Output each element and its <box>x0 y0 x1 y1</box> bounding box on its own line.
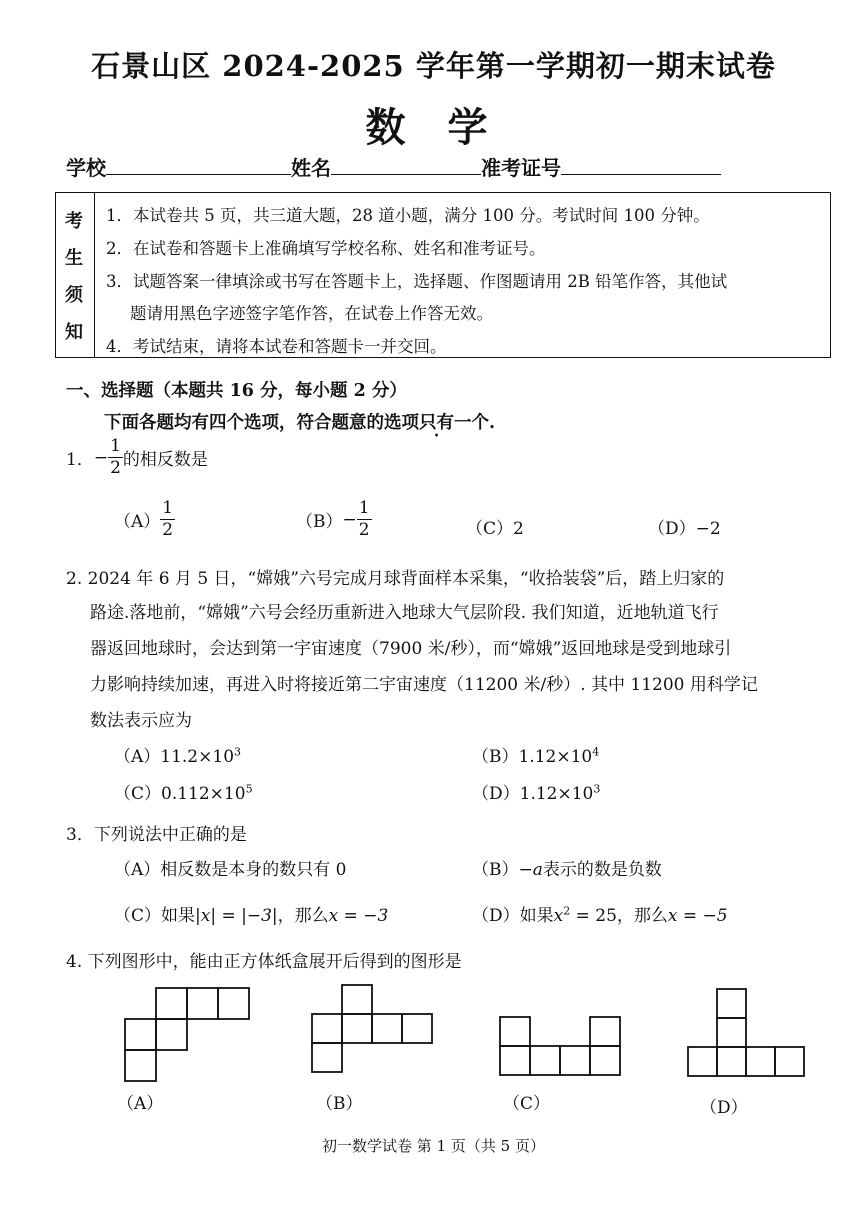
instruction-emphasis: 只有 <box>419 413 454 433</box>
net-square <box>590 1046 620 1075</box>
fraction-numerator: 1 <box>110 436 121 456</box>
net-square <box>746 1047 775 1076</box>
fraction-denominator: 2 <box>110 458 121 478</box>
math-expression: = 25 <box>570 906 617 926</box>
net-square <box>500 1017 530 1046</box>
q3-option-a[interactable]: （A）相反数是本身的数只有 0 <box>114 860 347 880</box>
q2-option-a[interactable] <box>114 742 241 767</box>
page-footer: 初一数学试卷 第 1 页（共 5 页） <box>322 1137 545 1155</box>
q2-option-b[interactable] <box>472 742 599 767</box>
net-square <box>342 1014 372 1043</box>
net-square <box>500 1046 530 1075</box>
question-4-stem: 4. 下列图形中，能由正方体纸盒展开后得到的图形是 <box>66 952 462 972</box>
notice-line: 2．在试卷和答题卡上准确填写学校名称、姓名和准考证号。 <box>106 239 546 258</box>
net-square <box>218 988 249 1019</box>
fraction <box>108 438 123 477</box>
name-label: 姓名 <box>291 156 331 180</box>
section-instruction <box>104 409 495 434</box>
cube-net-d[interactable] <box>686 988 808 1078</box>
notice-side-char: 知 <box>65 322 83 343</box>
math-variable: x <box>553 906 564 926</box>
net-square <box>156 1019 187 1050</box>
notice-side-label <box>56 193 95 357</box>
net-caption-b: （B） <box>316 1094 363 1114</box>
question-2-line: 路途.落地前，“嫦娥”六号会经历重新进入地球大气层阶段. 我们知道，近地轨道飞行 <box>90 603 719 623</box>
option-label: （A） <box>114 512 161 532</box>
net-square <box>717 1047 746 1076</box>
notice-line: 题请用黑色字迹签字笔作答，在试卷上作答无效。 <box>130 304 493 323</box>
net-square <box>530 1046 560 1075</box>
option-text: （C）0.112×10 <box>114 784 246 804</box>
instruction-text: 下面各题均有四个选项，符合题意的选项 <box>104 413 419 433</box>
q1-option-a[interactable] <box>114 500 175 539</box>
notice-line: 3．试题答案一律填涂或书写在答题卡上，选择题、作图题请用 2B 铅笔作答，其他试 <box>106 272 728 291</box>
cube-net-a[interactable] <box>124 986 252 1082</box>
option-text: ，那么 <box>616 906 668 926</box>
option-text: （D）1.12×10 <box>472 784 594 804</box>
notice-side-char: 考 <box>65 211 83 232</box>
math-expression: x = −3 <box>328 906 389 926</box>
math-expression: x = −5 <box>667 906 728 926</box>
net-square <box>775 1047 804 1076</box>
exponent: 3 <box>234 745 242 759</box>
notice-line: 4．考试结束，请将本试卷和答题卡一并交回。 <box>106 337 447 356</box>
question-3-stem: 3．下列说法中正确的是 <box>66 825 247 845</box>
notice-side-char: 须 <box>65 285 83 306</box>
net-square <box>312 1014 342 1043</box>
exam-notice-box <box>55 192 831 358</box>
q1-option-c[interactable]: （C）2 <box>466 519 524 539</box>
net-square <box>125 1019 156 1050</box>
net-caption-a: （A） <box>117 1094 164 1114</box>
option-text: （B）1.12×10 <box>472 747 593 767</box>
math-expression: |x| = |−3| <box>195 906 278 926</box>
q1-option-b[interactable] <box>296 500 372 539</box>
question-number: 1． <box>66 450 94 470</box>
fraction-denominator: 2 <box>162 520 174 540</box>
q2-option-c[interactable] <box>114 779 253 804</box>
net-square <box>342 985 372 1014</box>
net-square <box>717 1018 746 1047</box>
exam-id-blank <box>561 156 721 175</box>
fraction <box>160 500 175 539</box>
net-square <box>372 1014 402 1043</box>
question-1 <box>66 438 208 477</box>
option-text: （C）如果 <box>114 906 196 926</box>
question-2-line: 力影响持续加速，再进入时将接近第二宇宙速度（11200 米/秒）. 其中 11200 用科学记 <box>90 675 758 695</box>
fraction-numerator: 1 <box>358 498 370 518</box>
student-info-line <box>66 152 721 181</box>
subject-title: 数 学 <box>365 104 502 151</box>
q2-option-d[interactable] <box>472 779 600 804</box>
option-text: （A）11.2×10 <box>114 747 235 767</box>
q3-option-b[interactable] <box>472 855 662 880</box>
option-text: ，那么 <box>277 906 329 926</box>
exponent: 4 <box>592 745 600 759</box>
question-2-line: 器返回地球时，会达到第一宇宙速度（7900 米/秒），而“嫦娥”返回地球是受到地球引 <box>90 639 732 659</box>
exam-id-label: 准考证号 <box>481 156 561 180</box>
school-blank <box>106 156 291 175</box>
net-square <box>125 1050 156 1081</box>
minus-sign: − <box>342 509 357 530</box>
fraction <box>357 500 372 539</box>
exam-title: 石景山区 2024-2025 学年第一学期初一期末试卷 <box>91 49 776 83</box>
school-label: 学校 <box>66 156 106 180</box>
instruction-text: 一个. <box>454 413 496 433</box>
net-caption-d: （D） <box>700 1098 748 1118</box>
exponent: 2 <box>563 904 571 918</box>
cube-net-b[interactable] <box>311 984 435 1074</box>
notice-side-char: 生 <box>65 248 83 269</box>
q1-option-d[interactable]: （D）−2 <box>648 519 721 539</box>
net-square <box>156 988 187 1019</box>
question-2-line: 2. 2024 年 6 月 5 日，“嫦娥”六号完成月球背面样本采集，“收拾装袋”后，踏上归家的 <box>66 569 725 589</box>
net-square <box>590 1017 620 1046</box>
net-square <box>187 988 218 1019</box>
question-stem: 的相反数是 <box>122 450 208 470</box>
net-square <box>560 1046 590 1075</box>
question-2-line: 数法表示应为 <box>90 711 192 731</box>
cube-net-c[interactable] <box>499 1016 623 1078</box>
option-label: （B） <box>296 512 343 532</box>
exponent: 5 <box>245 782 253 796</box>
fraction-numerator: 1 <box>162 498 174 518</box>
name-blank <box>331 156 481 175</box>
fraction-denominator: 2 <box>358 520 370 540</box>
option-text: 表示的数是负数 <box>542 860 662 880</box>
net-caption-c: （C） <box>503 1094 551 1114</box>
net-square <box>688 1047 717 1076</box>
notice-line: 1．本试卷共 5 页，共三道大题，28 道小题，满分 100 分。考试时间 100 分钟。 <box>106 206 710 225</box>
exponent: 3 <box>593 782 601 796</box>
minus-sign: − <box>93 447 109 468</box>
math-expression: −a <box>518 860 543 880</box>
q3-option-c[interactable] <box>114 901 388 926</box>
net-square <box>312 1043 342 1072</box>
option-label: （B） <box>472 860 519 880</box>
option-text: （D）如果 <box>472 906 554 926</box>
net-square <box>402 1014 432 1043</box>
net-square <box>717 989 746 1018</box>
section-heading: 一、选择题（本题共 16 分，每小题 2 分） <box>66 381 407 401</box>
q3-option-d[interactable] <box>472 901 728 926</box>
